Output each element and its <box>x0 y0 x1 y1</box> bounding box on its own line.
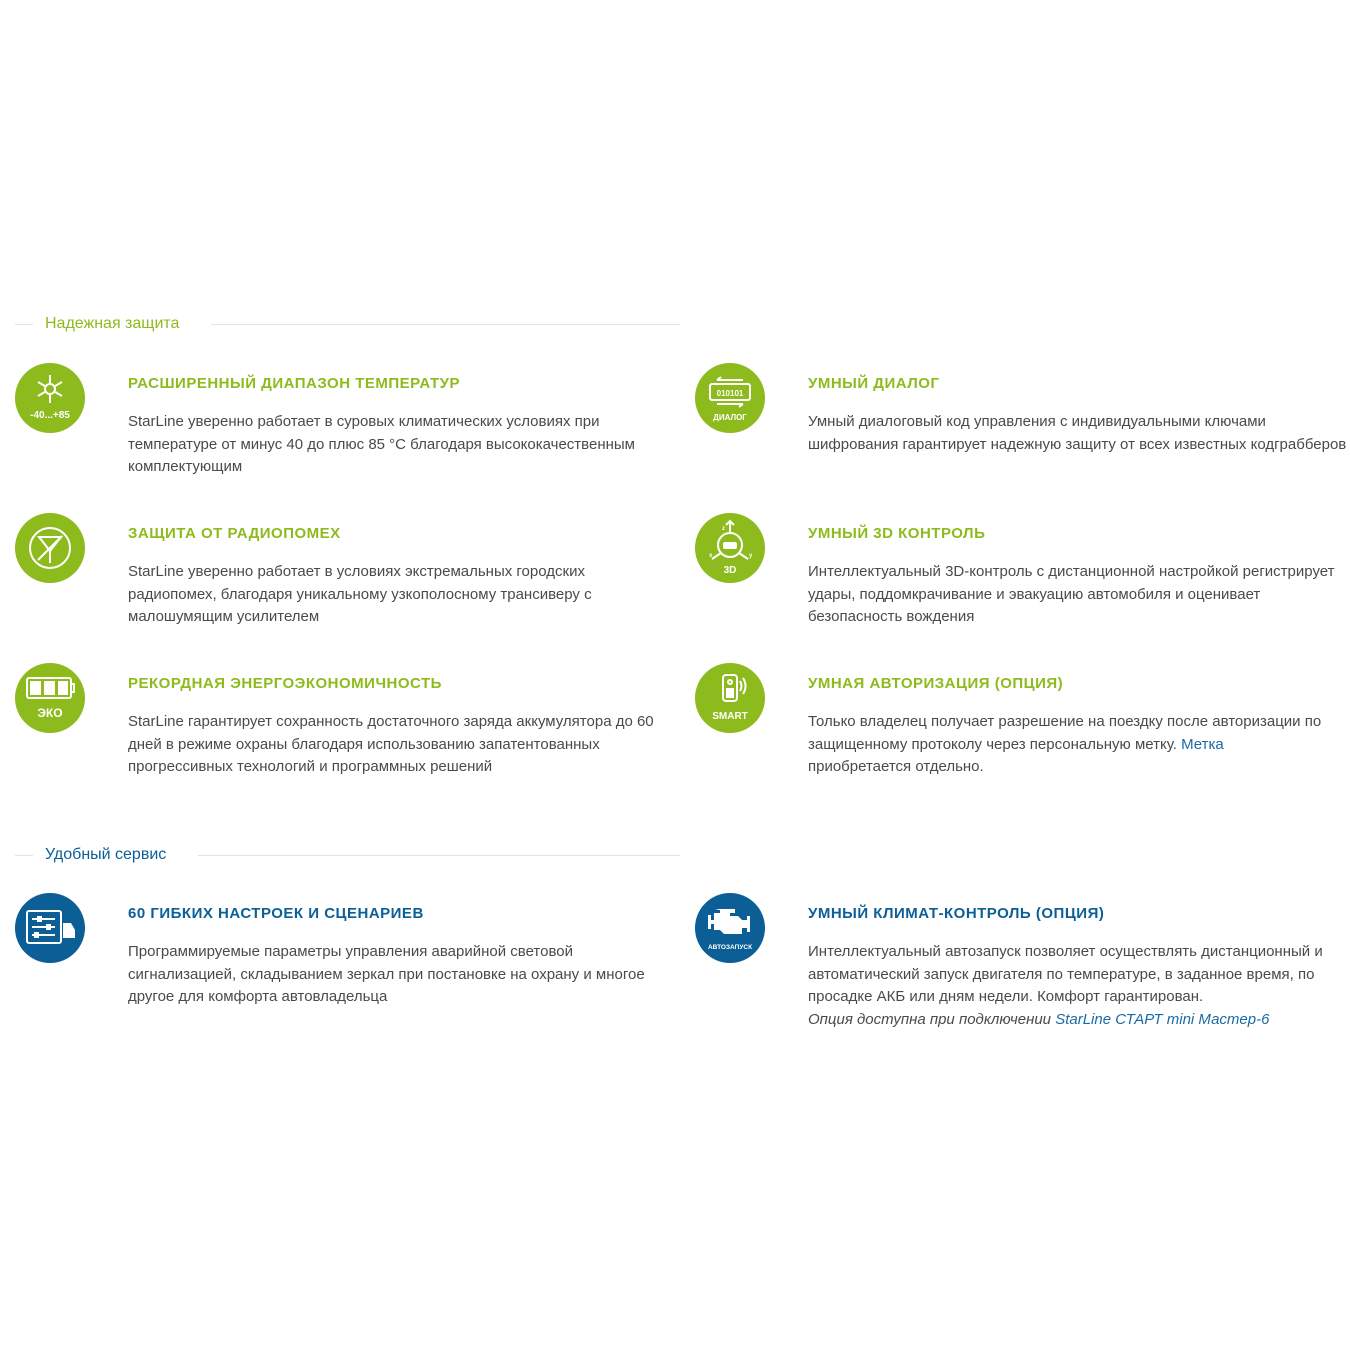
temperature-icon <box>15 363 85 433</box>
feature-smart-dialog <box>713 374 1348 456</box>
feature-description: Интеллектуальный 3D-контроль с дистанционной настройкой регистрирует удары, поддомкрачивание и эвакуацию автомобиля и оценивает безопасность вождения <box>808 563 1335 625</box>
feature-title: 60 ГИБКИХ НАСТРОЕК И СЦЕНАРИЕВ <box>128 905 424 922</box>
feature-description: StarLine уверенно работает в условиях экстремальных городских радиопомех, благодаря уникальному узкополосному трансиверу с малошумящим усилителем <box>128 563 592 625</box>
divider <box>211 324 680 325</box>
section-title: Удобный сервис <box>45 846 167 863</box>
feature-description: StarLine уверенно работает в суровых климатических условиях при температуре от минус 40 до плюс 85 °С благодаря высококачественным комплектующим <box>128 413 635 475</box>
divider <box>198 855 680 856</box>
section-header-service <box>15 843 680 867</box>
description-text: Интеллектуальный автозапуск позволяет осуществлять дистанционный и автоматический запуск двигателя по температуре, в заданное время, по просадке АКБ или дням недели. Комфорт гарантирован. <box>808 943 1323 1005</box>
section-header-protection <box>15 312 680 336</box>
feature-temperature <box>30 374 668 479</box>
engine-icon <box>695 893 765 963</box>
battery-icon <box>15 663 85 733</box>
feature-title: УМНАЯ АВТОРИЗАЦИЯ (ОПЦИЯ) <box>808 675 1064 692</box>
feature-radio-protection <box>128 524 668 629</box>
icon-label: SMART <box>712 711 748 722</box>
icon-label: 3D <box>723 565 737 576</box>
feature-title: РАСШИРЕННЫЙ ДИАПАЗОН ТЕМПЕРАТУР <box>128 375 460 392</box>
axis-z-label: z <box>722 526 725 532</box>
description-text: Только владелец получает разрешение на поездку после авторизации по защищенному протоколу через персональную метку. <box>808 713 1322 753</box>
feature-3d-control <box>709 524 1348 629</box>
feature-description: StarLine гарантирует сохранность достаточного заряда аккумулятора до 60 дней в режиме охраны благодаря использованию запатентованных прогрессивных технологий и программных решений <box>128 713 654 775</box>
section-title: Надежная защита <box>45 315 180 332</box>
feature-energy-efficiency <box>37 674 668 779</box>
3d-control-icon <box>695 513 765 583</box>
axis-x-label: x <box>709 553 713 559</box>
feature-description <box>808 941 1348 1031</box>
description-tail: приобретается отдельно. <box>808 758 984 775</box>
feature-title: ЗАЩИТА ОТ РАДИОПОМЕХ <box>128 525 341 542</box>
icon-label: -40...+85 <box>30 410 70 421</box>
feature-title: УМНЫЙ ДИАЛОГ <box>808 375 940 392</box>
icon-label: ДИАЛОГ <box>713 413 747 422</box>
divider <box>15 324 33 325</box>
feature-title: УМНЫЙ КЛИМАТ-КОНТРОЛЬ (ОПЦИЯ) <box>808 905 1105 922</box>
feature-description: Программируемые параметры управления аварийной световой сигнализацией, складыванием зеркал при постановке на охрану и многое другое для комфорта автовладельца <box>128 943 645 1005</box>
smart-tag-icon <box>695 663 765 733</box>
feature-flexible-settings <box>128 904 668 1009</box>
feature-climate-control <box>707 904 1348 1031</box>
tag-link[interactable]: Метка <box>1181 735 1224 753</box>
dialog-icon <box>695 363 765 433</box>
icon-code: 010101 <box>716 389 744 398</box>
feature-smart-authorization <box>712 674 1348 779</box>
icon-label: АВТОЗАПУСК <box>707 944 753 951</box>
icon-label: ЭКО <box>37 706 63 720</box>
settings-car-icon <box>15 893 85 963</box>
feature-description: Умный диалоговый код управления с индивидуальными ключами шифрования гарантирует надежную защиту от всех известных кодграбберов <box>808 413 1347 453</box>
feature-title: РЕКОРДНАЯ ЭНЕРГОЭКОНОМИЧНОСТЬ <box>128 675 442 692</box>
axis-y-label: y <box>749 553 753 559</box>
feature-description <box>808 711 1348 779</box>
option-note: Опция доступна при подключении <box>808 1010 1056 1028</box>
antenna-shield-icon <box>15 513 85 583</box>
divider <box>15 855 33 856</box>
feature-title: УМНЫЙ 3D КОНТРОЛЬ <box>808 525 986 542</box>
starline-start-link[interactable]: StarLine СТАРТ mini Мастер-6 <box>1055 1010 1270 1028</box>
